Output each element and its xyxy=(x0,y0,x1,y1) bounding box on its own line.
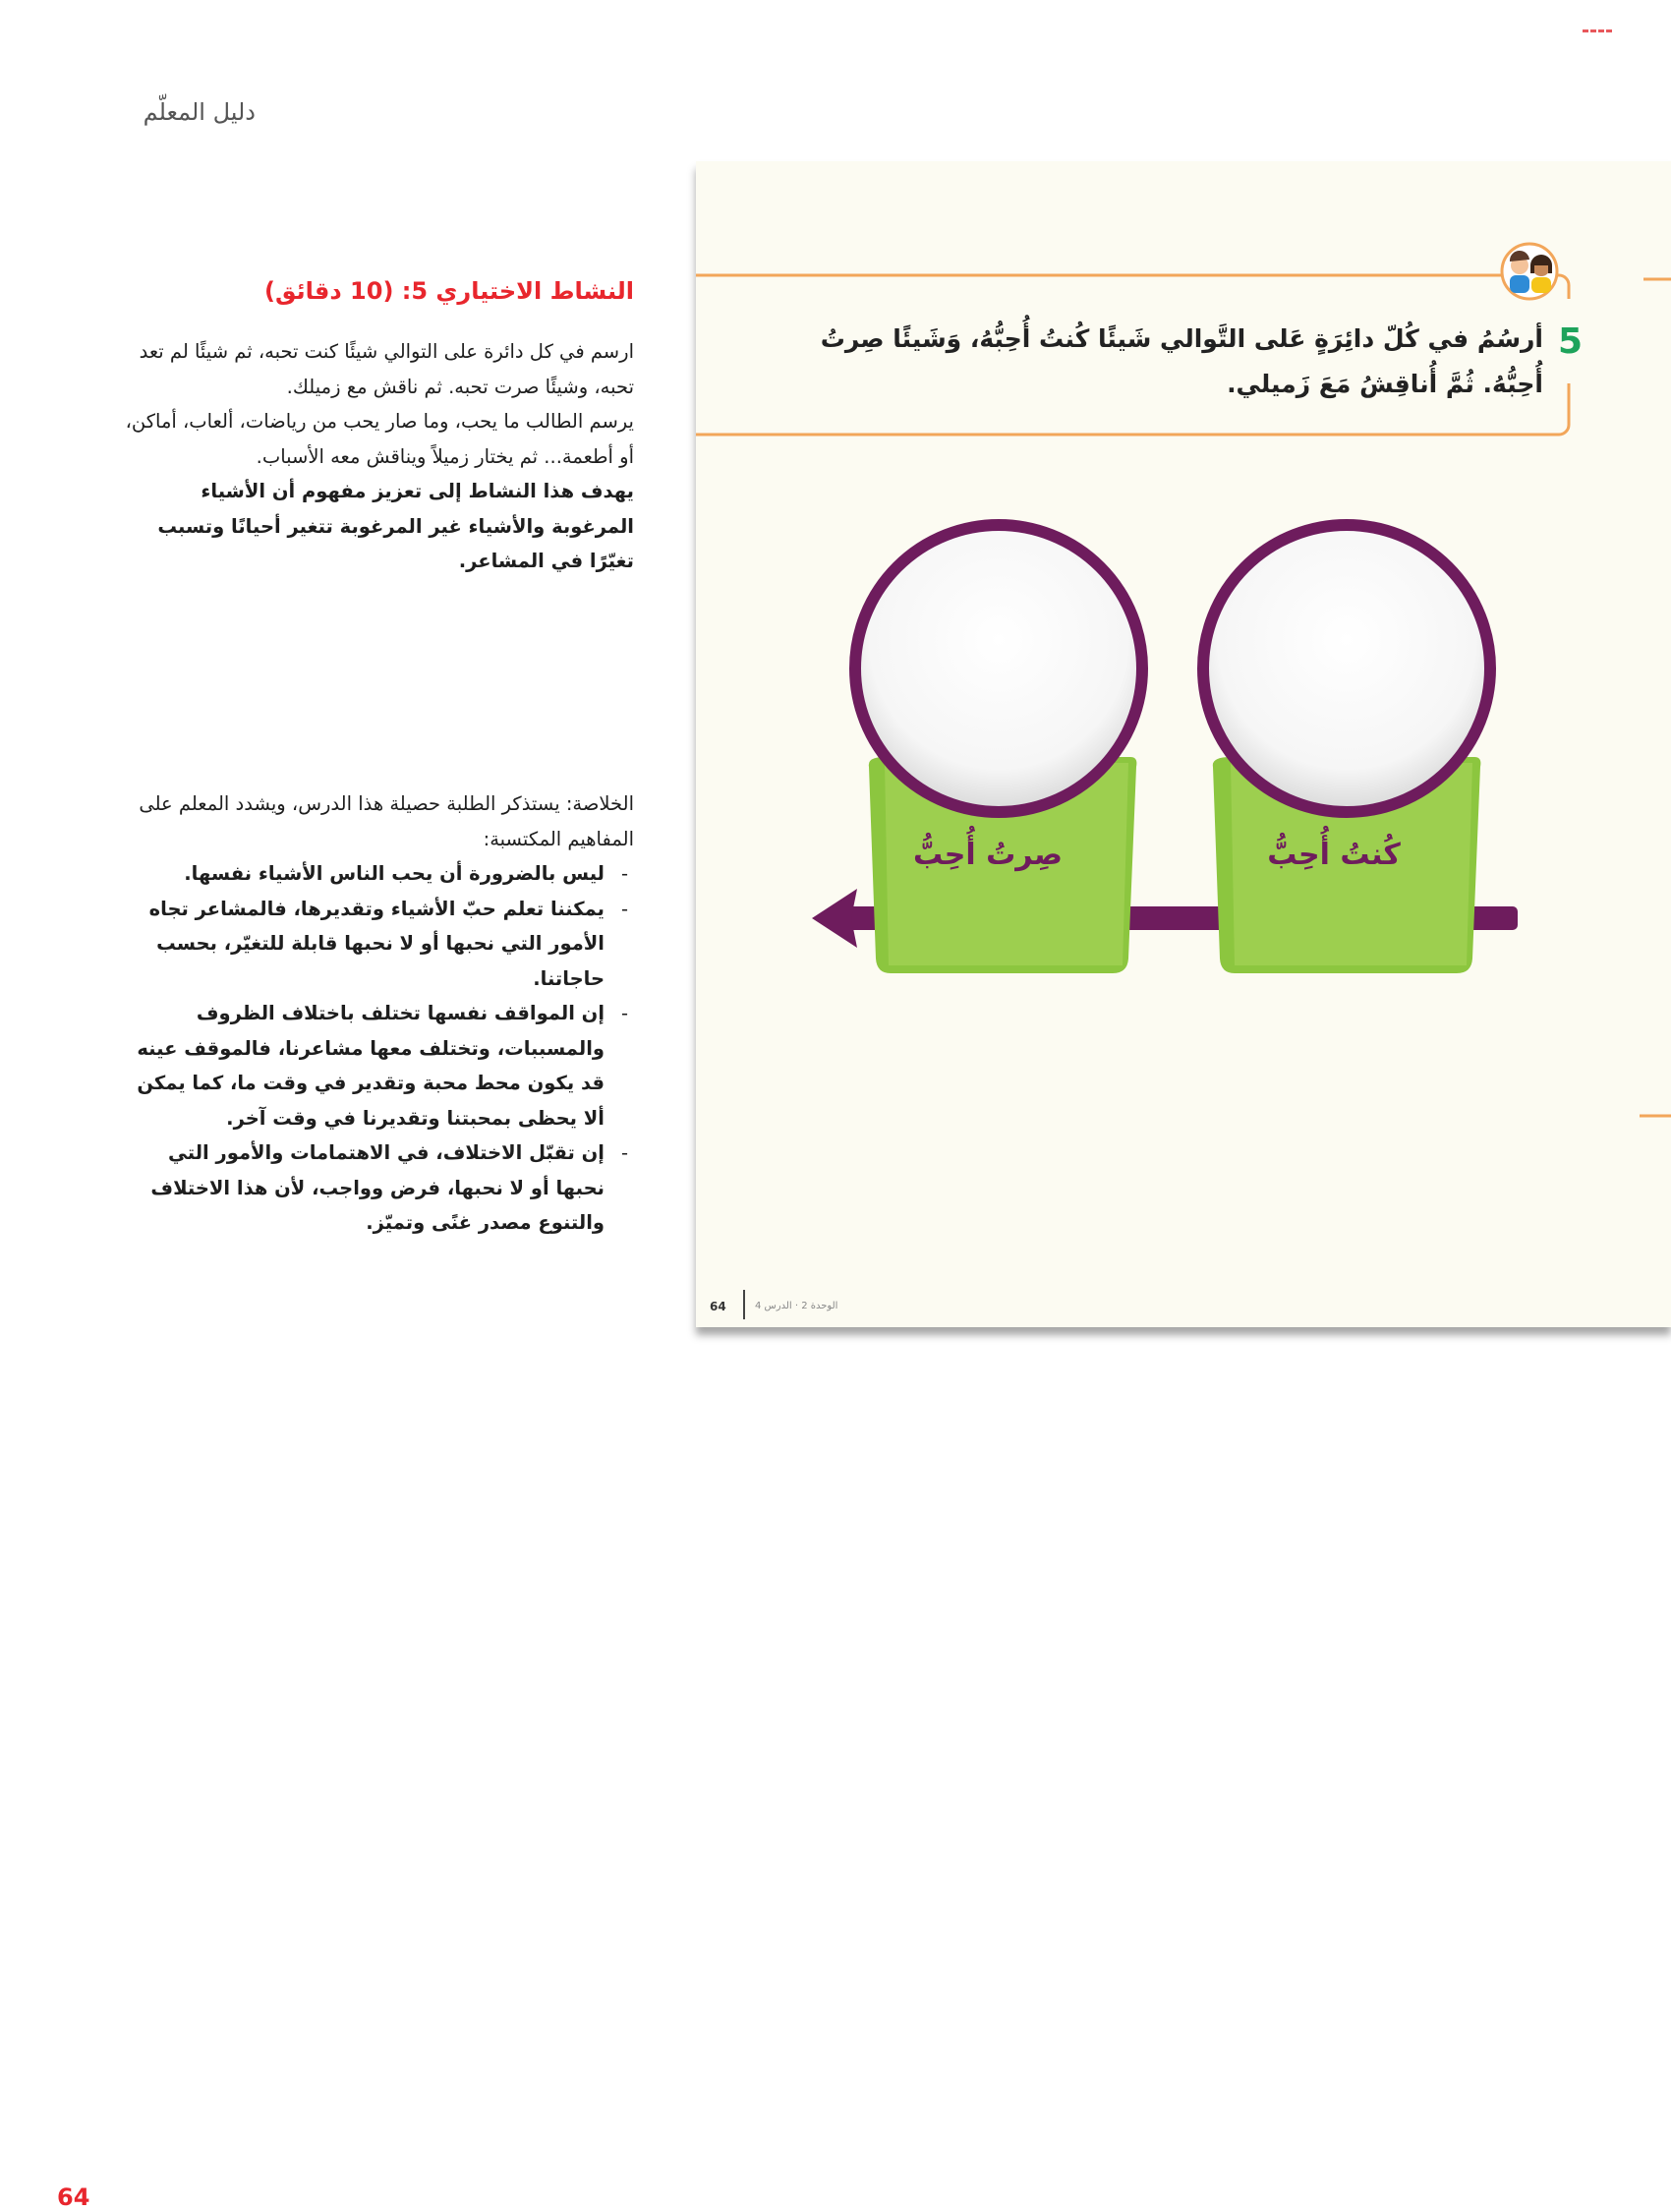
activity-description: يرسم الطالب ما يحب، وما صار يحب من رياضات، ألعاب، أماكن، أو أطعمة... ثم يختار زميلاً ويناقش معه الأسباب. xyxy=(125,410,634,468)
pair-work-icon xyxy=(1502,244,1557,299)
question-instruction: أرسُمُ في كُلّ دائِرَةٍ عَلى التَّوالي شَيئًا كُنتُ أُحِبُّهُ، وَشَيئًا صِرتُ أُحِبُّهُ. ثُمَّ أُناقِشُ مَعَ زَميلي. xyxy=(820,324,1543,398)
guide-title: دليل المعلّم xyxy=(143,98,256,126)
page-number: 64 xyxy=(57,2183,90,2211)
drawing-circle-used-to-love xyxy=(1203,525,1490,812)
summary-point: - إن تقبّل الاختلاف، في الاهتمامات والأمور التي نحبها أو لا نحبها، فرض وواجب، لأن هذا الاختلاف والتنوع مصدر غنًى وتميّز. xyxy=(123,1135,605,1241)
student-page-number: 64 xyxy=(710,1300,726,1313)
drawing-circle-now-love xyxy=(855,525,1142,812)
activity-title: النشاط الاختياري 5: (10 دقائق) xyxy=(264,277,634,305)
activity-goal: يهدف هذا النشاط إلى تعزيز مفهوم أن الأشياء المرغوبة والأشياء غير المرغوبة تتغير أحيانًا وتسبب تغيّرًا في المشاعر. xyxy=(157,480,634,572)
footer-divider xyxy=(743,1290,745,1319)
question-number: 5 xyxy=(1558,321,1584,362)
label-used-to-love: كُنتُ أُحِبُّ xyxy=(1267,838,1401,872)
activity-instruction: ارسم في كل دائرة على التوالي شيئًا كنت تحبه، ثم شيئًا لم تعد تحبه، وشيئًا صرت تحبه. ثم ناقش مع زميلك. xyxy=(139,340,634,398)
summary-intro: الخلاصة: يستذكر الطلبة حصيلة هذا الدرس، ويشدد المعلم على المفاهيم المكتسبة: xyxy=(139,792,634,850)
summary-point: - ليس بالضرورة أن يحب الناس الأشياء نفسها. xyxy=(123,856,605,892)
label-now-love: صِرتُ أُحِبُّ xyxy=(913,838,1063,872)
summary-point: - يمكننا تعلم حبّ الأشياء وتقديرها، فالمشاعر تجاه الأمور التي نحبها أو لا نحبها قابلة للتغيّر، بحسب حاجاتنا. xyxy=(123,892,605,997)
summary-point: - إن المواقف نفسها تختلف باختلاف الظروف والمسببات، وتختلف معها مشاعرنا، فالموقف عينه قد يكون محط محبة وتقدير في وقت ما، كما يمكن ألا يحظى بمحبتنا وتقديرنا في وقت آخر. xyxy=(123,996,605,1135)
student-page-footer: الوحدة 2 · الدرس 4 xyxy=(755,1301,838,1311)
